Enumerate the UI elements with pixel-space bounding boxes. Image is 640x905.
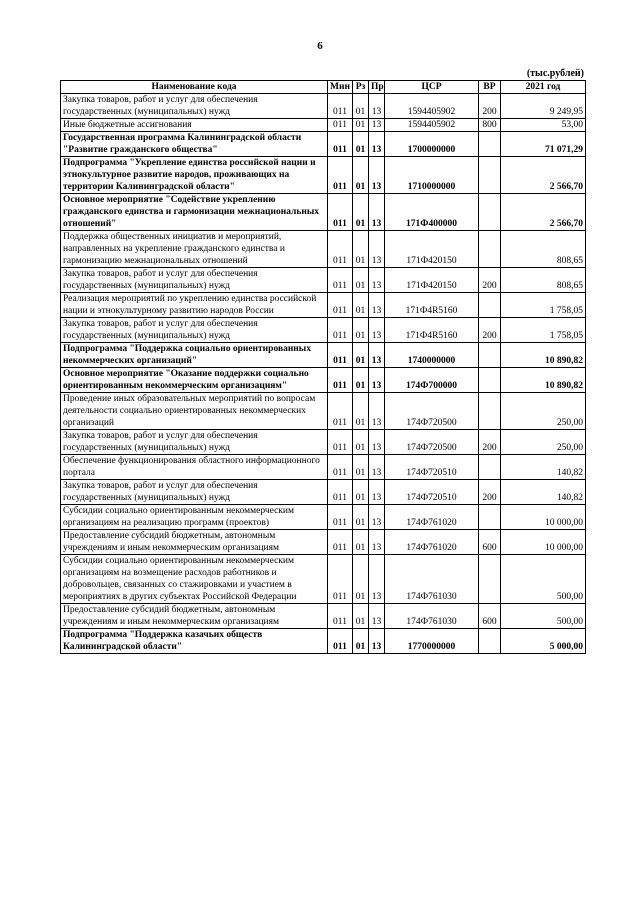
budget-table	[60, 80, 586, 654]
cell-pr: 13	[369, 318, 385, 343]
table-row	[61, 268, 586, 293]
cell-name: Иные бюджетные ассигнования	[61, 119, 328, 132]
cell-name: Государственная программа Калининградской области "Развитие гражданского общества"	[61, 132, 328, 157]
cell-vr	[479, 455, 501, 480]
cell-csr: 174Ф761030	[385, 604, 479, 629]
cell-amount: 808,65	[501, 268, 586, 293]
cell-amount: 250,00	[501, 430, 586, 455]
cell-pr: 13	[369, 480, 385, 505]
cell-amount: 10 890,82	[501, 368, 586, 393]
cell-csr: 171Ф400000	[385, 194, 479, 231]
cell-vr	[479, 293, 501, 318]
table-row	[61, 343, 586, 368]
cell-vr: 200	[479, 430, 501, 455]
cell-pr: 13	[369, 94, 385, 119]
cell-amount: 2 566,70	[501, 194, 586, 231]
cell-rz: 01	[353, 157, 369, 194]
cell-name: Проведение иных образовательных мероприятий по вопросам деятельности социально ориентированных некоммерческих организаций	[61, 393, 328, 430]
cell-name: Основное мероприятие "Оказание поддержки социально ориентированным некоммерческим организациям"	[61, 368, 328, 393]
cell-rz: 01	[353, 430, 369, 455]
cell-min: 011	[328, 430, 353, 455]
cell-min: 011	[328, 480, 353, 505]
cell-csr: 1710000000	[385, 157, 479, 194]
table-row	[61, 505, 586, 530]
cell-vr	[479, 629, 501, 654]
cell-name: Субсидии социально ориентированным некоммерческим организациям на реализацию программ (проектов)	[61, 505, 328, 530]
cell-vr: 200	[479, 318, 501, 343]
cell-name: Закупка товаров, работ и услуг для обеспечения государственных (муниципальных) нужд	[61, 268, 328, 293]
cell-rz: 01	[353, 604, 369, 629]
cell-rz: 01	[353, 555, 369, 604]
cell-amount: 5 000,00	[501, 629, 586, 654]
cell-min: 011	[328, 94, 353, 119]
cell-min: 011	[328, 194, 353, 231]
cell-name: Субсидии социально ориентированным некоммерческим организациям на возмещение расходов работников и добровольцев, связанных со стажировками и участием в мероприятиях в других субъектах Российской Федерации	[61, 555, 328, 604]
cell-pr: 13	[369, 132, 385, 157]
cell-pr: 13	[369, 194, 385, 231]
header-min: Мин	[328, 81, 353, 94]
cell-csr: 174Ф720510	[385, 455, 479, 480]
cell-rz: 01	[353, 480, 369, 505]
table-row	[61, 530, 586, 555]
cell-rz: 01	[353, 629, 369, 654]
cell-amount: 9 249,95	[501, 94, 586, 119]
cell-csr: 174Ф720510	[385, 480, 479, 505]
cell-amount: 250,00	[501, 393, 586, 430]
cell-pr: 13	[369, 530, 385, 555]
cell-csr: 1770000000	[385, 629, 479, 654]
cell-name: Закупка товаров, работ и услуг для обеспечения государственных (муниципальных) нужд	[61, 94, 328, 119]
table-row	[61, 604, 586, 629]
cell-rz: 01	[353, 393, 369, 430]
cell-vr	[479, 393, 501, 430]
cell-min: 011	[328, 629, 353, 654]
cell-amount: 500,00	[501, 555, 586, 604]
cell-csr: 174Ф761030	[385, 555, 479, 604]
cell-csr: 174Ф761020	[385, 505, 479, 530]
header-rz: Рз	[353, 81, 369, 94]
cell-pr: 13	[369, 293, 385, 318]
table-row	[61, 455, 586, 480]
cell-min: 011	[328, 343, 353, 368]
cell-min: 011	[328, 604, 353, 629]
page-number: 6	[317, 40, 323, 52]
cell-name: Предоставление субсидий бюджетным, автономным учреждениям и иным некоммерческим организациям	[61, 530, 328, 555]
cell-rz: 01	[353, 194, 369, 231]
cell-pr: 13	[369, 368, 385, 393]
cell-rz: 01	[353, 318, 369, 343]
cell-name: Закупка товаров, работ и услуг для обеспечения государственных (муниципальных) нужд	[61, 430, 328, 455]
cell-vr	[479, 194, 501, 231]
cell-amount: 500,00	[501, 604, 586, 629]
table-row	[61, 157, 586, 194]
cell-rz: 01	[353, 368, 369, 393]
cell-pr: 13	[369, 555, 385, 604]
cell-pr: 13	[369, 119, 385, 132]
cell-rz: 01	[353, 455, 369, 480]
cell-rz: 01	[353, 530, 369, 555]
cell-min: 011	[328, 318, 353, 343]
cell-amount: 10 000,00	[501, 505, 586, 530]
cell-csr: 171Ф420150	[385, 231, 479, 268]
cell-amount: 140,82	[501, 480, 586, 505]
cell-pr: 13	[369, 343, 385, 368]
cell-csr: 1740000000	[385, 343, 479, 368]
cell-pr: 13	[369, 604, 385, 629]
header-year: 2021 год	[501, 81, 586, 94]
cell-vr	[479, 368, 501, 393]
header-csr: ЦСР	[385, 81, 479, 94]
cell-name: Подпрограмма "Поддержка казачьих обществ Калининградской области"	[61, 629, 328, 654]
table-row	[61, 430, 586, 455]
cell-amount: 1 758,05	[501, 293, 586, 318]
cell-pr: 13	[369, 430, 385, 455]
table-row	[61, 94, 586, 119]
cell-name: Обеспечение функционирования областного информационного портала	[61, 455, 328, 480]
cell-vr	[479, 132, 501, 157]
cell-name: Основное мероприятие "Содействие укреплению гражданского единства и гармонизации межнациональных отношений"	[61, 194, 328, 231]
table-row	[61, 293, 586, 318]
cell-vr	[479, 555, 501, 604]
cell-vr: 200	[479, 268, 501, 293]
cell-vr: 800	[479, 119, 501, 132]
cell-csr: 171Ф4R5160	[385, 293, 479, 318]
cell-min: 011	[328, 505, 353, 530]
cell-min: 011	[328, 530, 353, 555]
table-row	[61, 480, 586, 505]
cell-min: 011	[328, 119, 353, 132]
cell-csr: 174Ф720500	[385, 393, 479, 430]
cell-pr: 13	[369, 268, 385, 293]
table-row	[61, 555, 586, 604]
cell-rz: 01	[353, 94, 369, 119]
cell-name: Поддержка общественных инициатив и мероприятий, направленных на укрепление гражданского единства и гармонизацию межнациональных отношений	[61, 231, 328, 268]
cell-vr	[479, 343, 501, 368]
cell-csr: 171Ф420150	[385, 268, 479, 293]
cell-rz: 01	[353, 231, 369, 268]
cell-csr: 1700000000	[385, 132, 479, 157]
cell-csr: 174Ф761020	[385, 530, 479, 555]
table-row	[61, 194, 586, 231]
header-row	[61, 81, 586, 94]
cell-rz: 01	[353, 268, 369, 293]
header-name: Наименование кода	[61, 81, 328, 94]
table-row	[61, 318, 586, 343]
cell-name: Предоставление субсидий бюджетным, автономным учреждениям и иным некоммерческим организациям	[61, 604, 328, 629]
cell-name: Закупка товаров, работ и услуг для обеспечения государственных (муниципальных) нужд	[61, 480, 328, 505]
cell-pr: 13	[369, 455, 385, 480]
cell-pr: 13	[369, 505, 385, 530]
cell-min: 011	[328, 231, 353, 268]
cell-vr: 600	[479, 530, 501, 555]
cell-min: 011	[328, 368, 353, 393]
units-label: (тыс.рублей)	[526, 68, 584, 79]
cell-amount: 808,65	[501, 231, 586, 268]
cell-amount: 1 758,05	[501, 318, 586, 343]
header-vr: ВР	[479, 81, 501, 94]
cell-name: Реализация мероприятий по укреплению единства российской нации и этнокультурному развитию народов России	[61, 293, 328, 318]
cell-min: 011	[328, 132, 353, 157]
cell-min: 011	[328, 293, 353, 318]
cell-name: Подпрограмма "Поддержка социально ориентированных некоммерческих организаций"	[61, 343, 328, 368]
cell-pr: 13	[369, 157, 385, 194]
cell-csr: 171Ф4R5160	[385, 318, 479, 343]
cell-min: 011	[328, 393, 353, 430]
cell-amount: 71 071,29	[501, 132, 586, 157]
cell-csr: 174Ф720500	[385, 430, 479, 455]
cell-name: Подпрограмма "Укрепление единства российской нации и этнокультурное развитие народов, проживающих на территории Калининградской области"	[61, 157, 328, 194]
cell-amount: 140,82	[501, 455, 586, 480]
cell-vr: 200	[479, 480, 501, 505]
cell-min: 011	[328, 555, 353, 604]
cell-min: 011	[328, 268, 353, 293]
cell-pr: 13	[369, 393, 385, 430]
table-row	[61, 393, 586, 430]
cell-vr: 200	[479, 94, 501, 119]
cell-vr: 600	[479, 604, 501, 629]
cell-csr: 1594405902	[385, 119, 479, 132]
cell-rz: 01	[353, 343, 369, 368]
table-row	[61, 231, 586, 268]
cell-rz: 01	[353, 132, 369, 157]
header-pr: Пр	[369, 81, 385, 94]
cell-vr	[479, 157, 501, 194]
cell-amount: 53,00	[501, 119, 586, 132]
cell-amount: 10 000,00	[501, 530, 586, 555]
cell-min: 011	[328, 157, 353, 194]
cell-pr: 13	[369, 629, 385, 654]
cell-amount: 10 890,82	[501, 343, 586, 368]
cell-rz: 01	[353, 119, 369, 132]
table-row	[61, 629, 586, 654]
cell-csr: 1594405902	[385, 94, 479, 119]
cell-amount: 2 566,70	[501, 157, 586, 194]
cell-rz: 01	[353, 293, 369, 318]
cell-vr	[479, 505, 501, 530]
cell-min: 011	[328, 455, 353, 480]
cell-name: Закупка товаров, работ и услуг для обеспечения государственных (муниципальных) нужд	[61, 318, 328, 343]
cell-csr: 174Ф700000	[385, 368, 479, 393]
cell-pr: 13	[369, 231, 385, 268]
table-row	[61, 119, 586, 132]
cell-vr	[479, 231, 501, 268]
table-row	[61, 132, 586, 157]
table-row	[61, 368, 586, 393]
cell-rz: 01	[353, 505, 369, 530]
